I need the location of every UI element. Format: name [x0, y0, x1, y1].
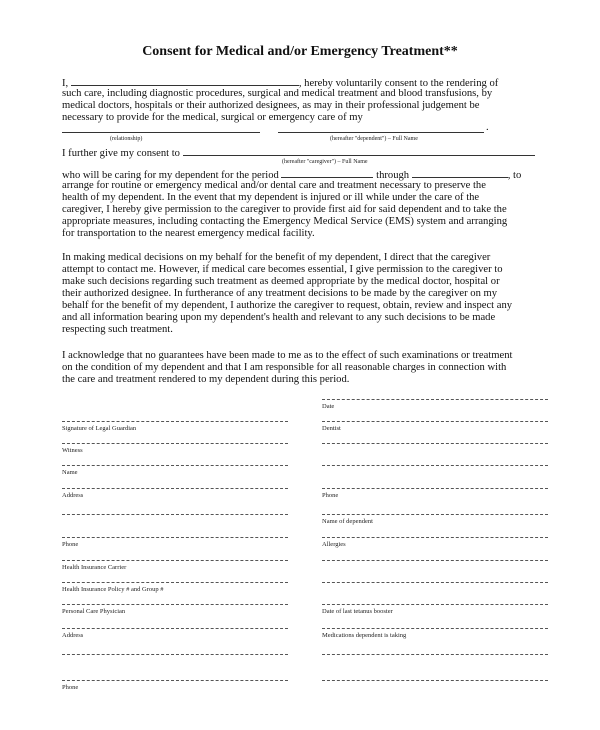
medications-line[interactable] [322, 628, 548, 629]
p2-line6: appropriate measures, including contacting the Emergency Medical Service (EMS) system and arranging [62, 216, 508, 227]
field-label: Health Insurance Policy # and Group # [62, 586, 164, 593]
field-label: Date [322, 403, 335, 410]
allergies-line[interactable] [322, 537, 548, 538]
signature-line[interactable] [62, 421, 288, 422]
p4-line: on the condition of my dependent and that I am responsible for all reasonable charges in connection with [62, 362, 507, 373]
caption-dependent-fullname: (hereafter "dependent") – Full Name [330, 136, 418, 142]
period-start-field[interactable] [281, 168, 373, 178]
field-label: Name of dependent [322, 518, 373, 525]
consent-form-page: Consent for Medical and/or Emergency Treatment** I, , hereby voluntarily consent to the rendering of such care, including diagnostic procedures, surgical and medical treatment and blood transfusions, by medical doctors, hospitals or their authorized designees, as may in their professional judgement be necessary to provide for the medical, surgical or emergency care of my . (relationship) (hereafter "dependent") – Full Name I further give my consent to (hereafter "caregiver") – Full Name who will be caring for my dependent for the period through , to arrange for routine or emergency medical and/or dental care and treatment necessary to preserve the health of my dependent. In the event that my dependent is injured or ill while under the care of the caregiver, I hereby give permission to the caregiver to provide first aid for said dependent and to take the appropriate measures, including contacting the Emergency Medical Service (EMS) system and arranging for transportation to the nearest emergency medical facility. In making medical decisions on my behalf for the benefit of my dependent, I direct that the caregiver attempt to contact me. However, if medical care becomes essential, I give permission to the caregiver to make such decisions regarding such treatment as deemed appropriate by the medical doctor, hospital or their authorized designee. In furtherance of any treatment decisions to be made by the caregiver on my behalf for the benefit of my dependent, I authorize the caregiver to request, obtain, review and inspect any and all information bearing upon my dependent's health and relevant to any such decisions to be made respecting such treatment. I acknowledge that no guarantees have been made to me as to the effect of such examinations or treatment on the condition of my dependent and that I am responsible for all reasonable charges in connection with the care and treatment rendered to my dependent during this period. Signature of Legal Guardian Witness Name Address Phone Health Insurance Carrier Health Insurance Policy # and Group # Personal Care Physician Address Phone Date Dentist Phone Name of dependent Allergies Date of last tetanus booster Medications dependent is taking [0, 0, 600, 730]
caregiver-name-field[interactable] [183, 146, 535, 156]
physician-phone-line[interactable] [62, 680, 288, 681]
p1-prefix: I, [62, 78, 69, 89]
field-label: Name [62, 469, 78, 476]
p2-line1-prefix: I further give my consent to [62, 148, 180, 159]
caption-caregiver-fullname: (hereafter "caregiver") – Full Name [282, 159, 368, 165]
insurance-carrier-line[interactable] [62, 560, 288, 561]
tetanus-line[interactable] [322, 604, 548, 605]
witness-line[interactable] [62, 443, 288, 444]
dentist-phone-line[interactable] [322, 488, 548, 489]
p2-line1 [62, 146, 535, 159]
field-label: Phone [62, 684, 79, 691]
p2-line3: arrange for routine or emergency medical and/or dental care and treatment necessary to preserve the [62, 180, 486, 191]
p3-line: respecting such treatment. [62, 324, 173, 335]
p3-line: behalf for the benefit of my dependent, I authorize the caregiver to request, obtain, review and inspect any [62, 300, 513, 311]
allergies-extra-line[interactable] [322, 560, 548, 561]
dependent-name-field[interactable] [278, 123, 484, 133]
p4-line: I acknowledge that no guarantees have been made to me as to the effect of such examinations or treatment [62, 350, 513, 361]
date-line[interactable] [322, 399, 548, 400]
field-label: Dentist [322, 425, 341, 432]
p2-line7: for transportation to the nearest emergency medical facility. [62, 228, 315, 239]
dentist-line[interactable] [322, 421, 548, 422]
field-label: Address [62, 632, 84, 639]
p3-line: attempt to contact me. However, if medical care becomes essential, I give permission to the caregiver to [62, 264, 503, 275]
physician-address-line-2[interactable] [62, 654, 288, 655]
field-label: Date of last tetanus booster [322, 608, 393, 615]
field-label: Witness [62, 447, 83, 454]
p2-line4: health of my dependent. In the event that my dependent is injured or ill while under the care of the [62, 192, 480, 203]
field-label: Personal Care Physician [62, 608, 126, 615]
address-line-2[interactable] [62, 514, 288, 515]
physician-address-line[interactable] [62, 628, 288, 629]
physician-line[interactable] [62, 604, 288, 605]
p2-line2-mid: through [376, 170, 410, 181]
dependent-name-line[interactable] [322, 514, 548, 515]
p3-line: their authorized designee. In furtherance of any treatment decisions to be made by the caregiver on my [62, 288, 498, 299]
policy-group-line[interactable] [62, 582, 288, 583]
field-label: Medications dependent is taking [322, 632, 407, 639]
field-label: Phone [322, 492, 339, 499]
p2-line5: caregiver, I hereby give permission to the caregiver to provide first aid for said dependent and to take the [62, 204, 507, 215]
caption-relationship: (relationship) [110, 136, 143, 142]
field-label: Signature of Legal Guardian [62, 425, 137, 432]
field-label: Allergies [322, 541, 346, 548]
guardian-name-field[interactable] [71, 76, 299, 86]
p2-line2-end: , to [507, 170, 522, 181]
p2-line2-prefix: who will be caring for my dependent for the period [62, 170, 279, 181]
p3-line: make such decisions regarding such treatment as deemed appropriate by the medical doctor, hospital or [62, 276, 500, 287]
p1-line1-suffix: , hereby voluntarily consent to the rendering of [298, 78, 499, 89]
field-label: Health Insurance Carrier [62, 564, 127, 571]
p1-line2: such care, including diagnostic procedures, surgical and medical treatment and blood transfusions, by [62, 88, 493, 99]
medications-extra-line-2[interactable] [322, 680, 548, 681]
field-label: Phone [62, 541, 79, 548]
phone-line[interactable] [62, 537, 288, 538]
period-end-field[interactable] [412, 168, 508, 178]
p4-line: the care and treatment rendered to my dependent during this period. [62, 374, 350, 385]
relationship-field[interactable] [62, 123, 260, 133]
name-line[interactable] [62, 465, 288, 466]
allergies-extra-line-2[interactable] [322, 582, 548, 583]
p1-line3: medical doctors, hospitals or their authorized designees, as may in their professional judgement be [62, 100, 480, 111]
dentist-extra-line-2[interactable] [322, 465, 548, 466]
p3-line: and all information bearing upon my dependent's health and relevant to any such decisions to be made [62, 312, 496, 323]
form-title: Consent for Medical and/or Emergency Treatment** [142, 44, 458, 59]
dentist-extra-line[interactable] [322, 443, 548, 444]
field-label: Address [62, 492, 84, 499]
p3-line: In making medical decisions on my behalf for the benefit of my dependent, I direct that the caregiver [62, 252, 491, 263]
address-line[interactable] [62, 488, 288, 489]
p1-line4: necessary to provide for the medical, surgical or emergency care of my [62, 112, 363, 123]
medications-extra-line[interactable] [322, 654, 548, 655]
